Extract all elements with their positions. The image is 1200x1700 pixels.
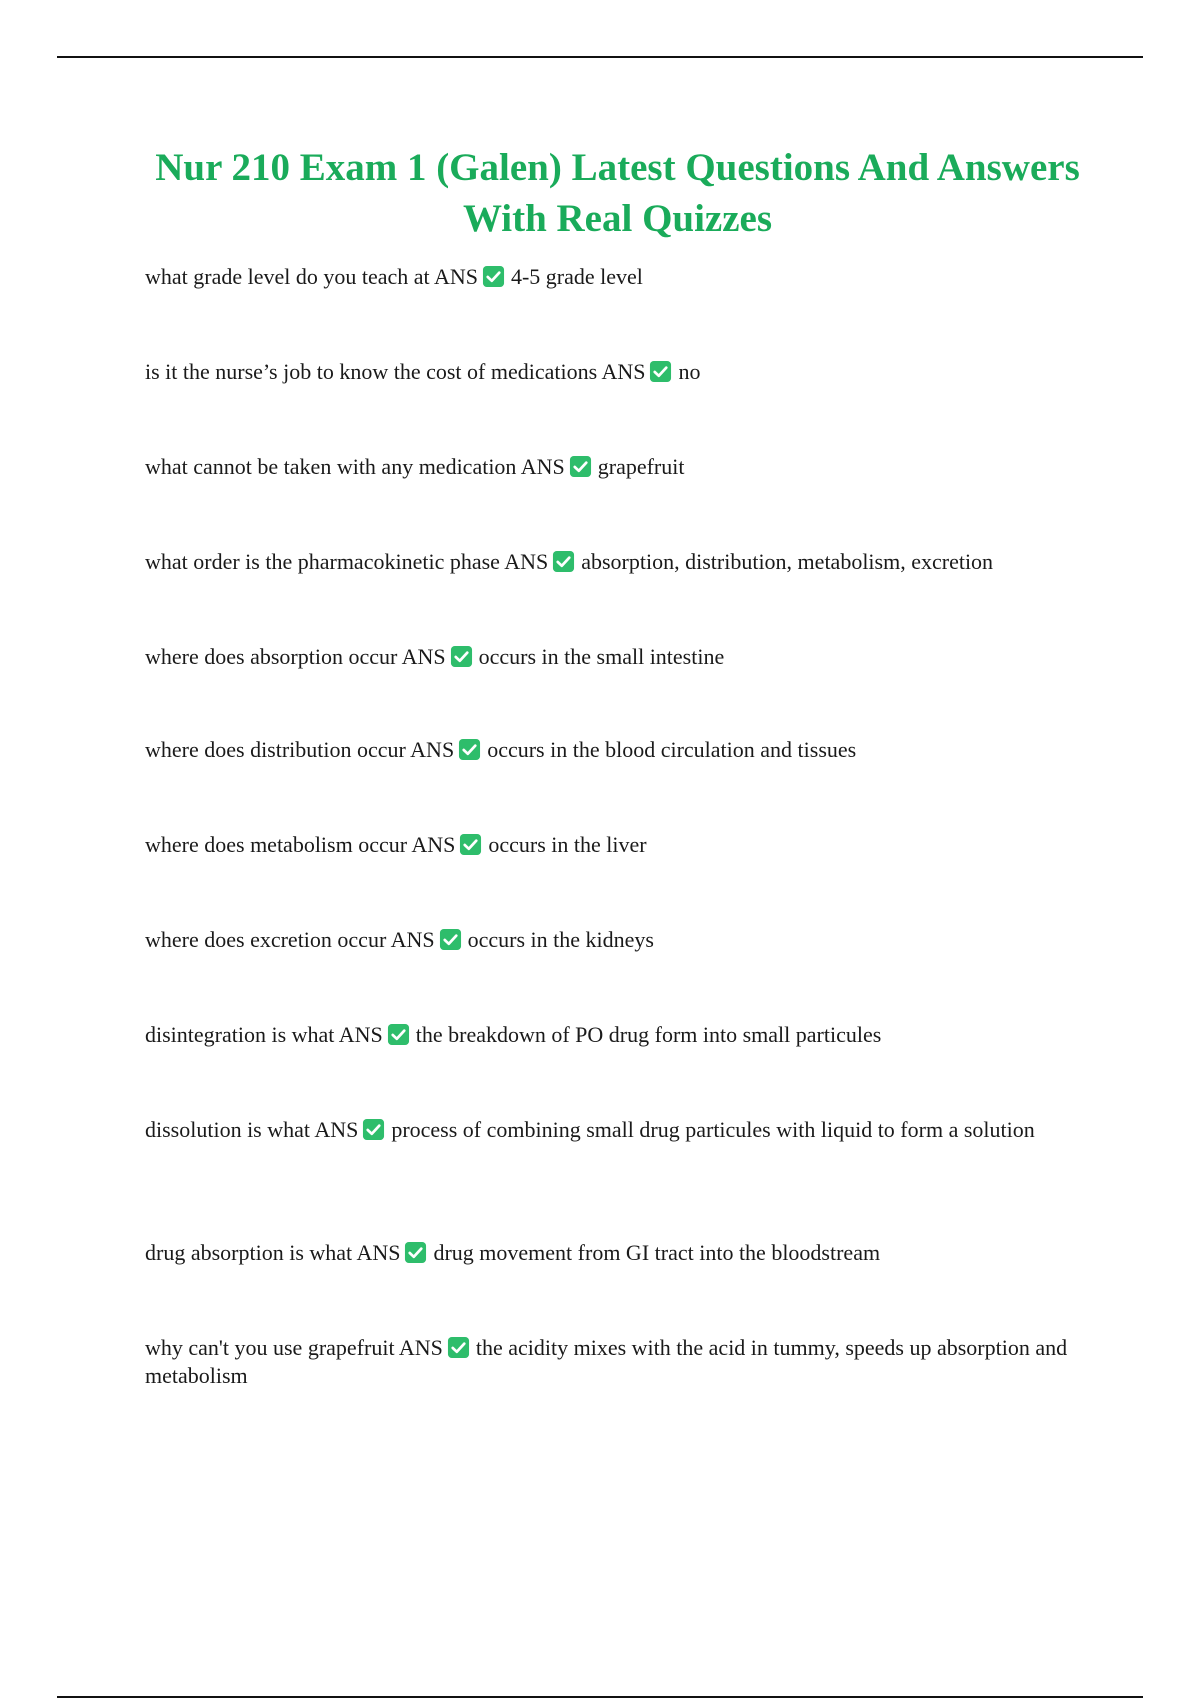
question-text: dissolution is what [145, 1117, 311, 1142]
check-mark-icon [482, 265, 505, 288]
question-text: what order is the pharmacokinetic phase [145, 549, 500, 574]
check-mark-icon [447, 1336, 470, 1359]
ans-label: ANS [411, 832, 456, 857]
check-mark-icon [404, 1241, 427, 1264]
ans-label: ANS [410, 737, 455, 762]
check-mark-icon [450, 645, 473, 668]
qa-item [145, 831, 1095, 859]
ans-label: ANS [433, 264, 478, 289]
ans-label: ANS [314, 1117, 359, 1142]
qa-item [145, 1334, 1095, 1390]
check-mark-icon [362, 1118, 385, 1141]
check-mark-icon [552, 550, 575, 573]
answer-text: occurs in the blood circulation and tissues [487, 737, 857, 762]
check-mark-icon [387, 1023, 410, 1046]
ans-label: ANS [398, 1335, 443, 1360]
top-rule [57, 56, 1143, 58]
question-text: drug absorption is what [145, 1240, 353, 1265]
answer-text: absorption, distribution, metabolism, excretion [581, 549, 994, 574]
answer-text: no [678, 359, 701, 384]
question-text: what cannot be taken with any medication [145, 454, 517, 479]
answer-text: process of combining small drug particules with liquid to form a solution [391, 1117, 1035, 1142]
qa-item [145, 1239, 1095, 1267]
qa-item [145, 736, 1095, 764]
answer-text: occurs in the kidneys [467, 927, 654, 952]
qa-item [145, 263, 1095, 291]
question-text: is it the nurse’s job to know the cost of medications [145, 359, 598, 384]
question-text: where does excretion occur [145, 927, 387, 952]
question-text: disintegration is what [145, 1022, 335, 1047]
answer-text: grapefruit [597, 454, 685, 479]
question-text: where does distribution occur [145, 737, 406, 762]
answer-text: drug movement from GI tract into the bloodstream [433, 1240, 881, 1265]
check-mark-icon [459, 833, 482, 856]
ans-label: ANS [520, 454, 565, 479]
bottom-rule [57, 1696, 1143, 1698]
qa-item [145, 926, 1095, 954]
question-text: why can't you use grapefruit [145, 1335, 395, 1360]
question-text: where does absorption occur [145, 644, 398, 669]
ans-label: ANS [356, 1240, 401, 1265]
qa-item [145, 453, 1095, 481]
answer-text: the breakdown of PO drug form into small particules [415, 1022, 882, 1047]
ans-label: ANS [401, 644, 446, 669]
answer-text: occurs in the liver [488, 832, 647, 857]
answer-text: the acidity mixes with the acid in tummy, speeds up absorption and metabolism [145, 1335, 1068, 1388]
check-mark-icon [458, 738, 481, 761]
ans-label: ANS [338, 1022, 383, 1047]
answer-text: occurs in the small intestine [478, 644, 725, 669]
qa-item [145, 1021, 1095, 1049]
check-mark-icon [439, 928, 462, 951]
ans-label: ANS [504, 549, 549, 574]
check-mark-icon [649, 360, 672, 383]
document-title: Nur 210 Exam 1 (Galen) Latest Questions And Answers With Real Quizzes [155, 146, 1080, 240]
answer-text: 4-5 grade level [510, 264, 643, 289]
qa-item [145, 1116, 1095, 1144]
ans-label: ANS [601, 359, 646, 384]
question-text: what grade level do you teach at [145, 264, 430, 289]
ans-label: ANS [390, 927, 435, 952]
qa-item [145, 548, 1095, 576]
question-text: where does metabolism occur [145, 832, 408, 857]
check-mark-icon [569, 455, 592, 478]
qa-item [145, 358, 1095, 386]
qa-item [145, 643, 1095, 671]
